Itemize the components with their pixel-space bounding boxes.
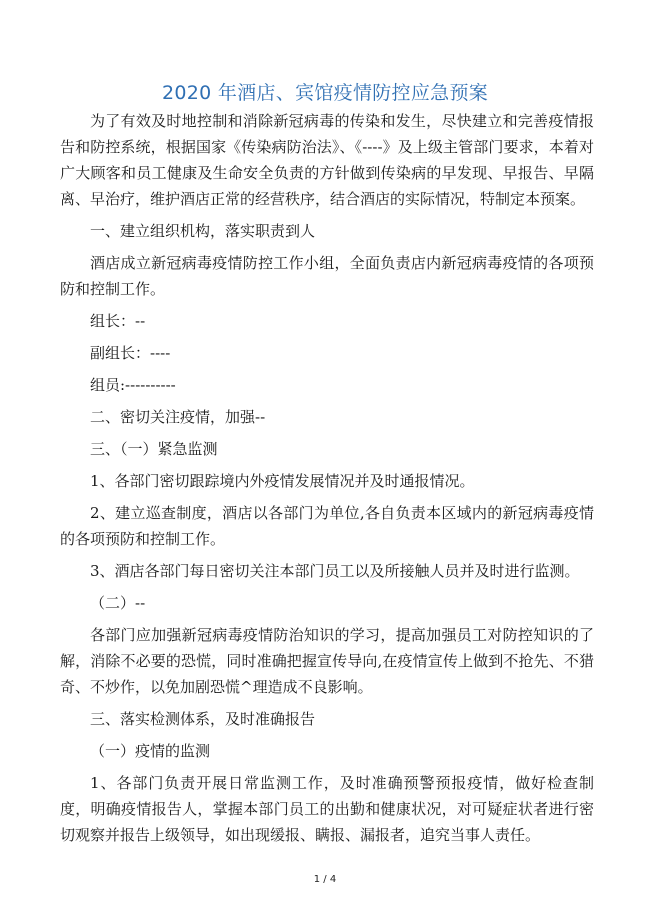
- document-title: 2020 年酒店、宾馆疫情防控应急预案: [161, 82, 489, 104]
- paragraph-knowledge-learning: 各部门应加强新冠病毒疫情防治知识的学习，提高加强员工对防控知识的了解，消除不必要的恐慌，同时准确把握宣传导向,在疫情宣传上做到不抢先、不猎奇、不炒作，以免加剧恐慌^理造成不良影响。: [60, 626, 594, 696]
- heading-section-two: （二）--: [90, 594, 146, 612]
- group-leader: 组长：--: [90, 312, 146, 330]
- document-body: [60, 108, 594, 854]
- paragraph-working-group: 酒店成立新冠病毒疫情防控工作小组，全面负责店内新冠病毒疫情的各项预防和控制工作。: [60, 254, 594, 298]
- page-number: 1 / 4: [313, 874, 337, 885]
- group-members: 组员:----------: [90, 376, 176, 394]
- heading-emergency-monitoring: 三、（一）紧急监测: [90, 440, 218, 458]
- item-track-epidemic: 1、各部门密切跟踪境内外疫情发展情况并及时通报情况。: [90, 472, 475, 490]
- item-inspection-system: 2、建立巡查制度，酒店以各部门为单位,各自负责本区域内的新冠病毒疫情的各项预防和控制工作。: [60, 504, 594, 548]
- item-daily-monitoring: 3、酒店各部门每日密切关注本部门员工以及所接触人员并及时进行监测。: [90, 562, 580, 580]
- item-daily-work: 1、各部门负责开展日常监测工作，及时准确预警预报疫情，做好检查制度，明确疫情报告人，掌握本部门员工的出勤和健康状况，对可疑症状者进行密切观察并报告上级领导，如出现缓报、瞒报、漏报者，追究当事人责任。: [60, 774, 594, 844]
- heading-detection-system: 三、落实检测体系，及时准确报告: [90, 710, 316, 728]
- heading-monitor-epidemic: 二、密切关注疫情，加强--: [90, 408, 266, 426]
- deputy-group-leader: 副组长：----: [90, 344, 171, 362]
- paragraph-intro: 为了有效及时地控制和消除新冠病毒的传染和发生，尽快建立和完善疫情报告和防控系统，根据国家《传染病防治法》、《----》及上级主管部门要求，本着对广大顾客和员工健康及生命安全负责的方针做到传染病的早发现、早报告、早隔离、早治疗，维护酒店正常的经营秩序，结合酒店的实际情况，特制定本预案。: [60, 112, 594, 208]
- heading-epidemic-monitoring: （一）疫情的监测: [90, 742, 211, 760]
- heading-organization: 一、建立组织机构，落实职责到人: [90, 222, 316, 240]
